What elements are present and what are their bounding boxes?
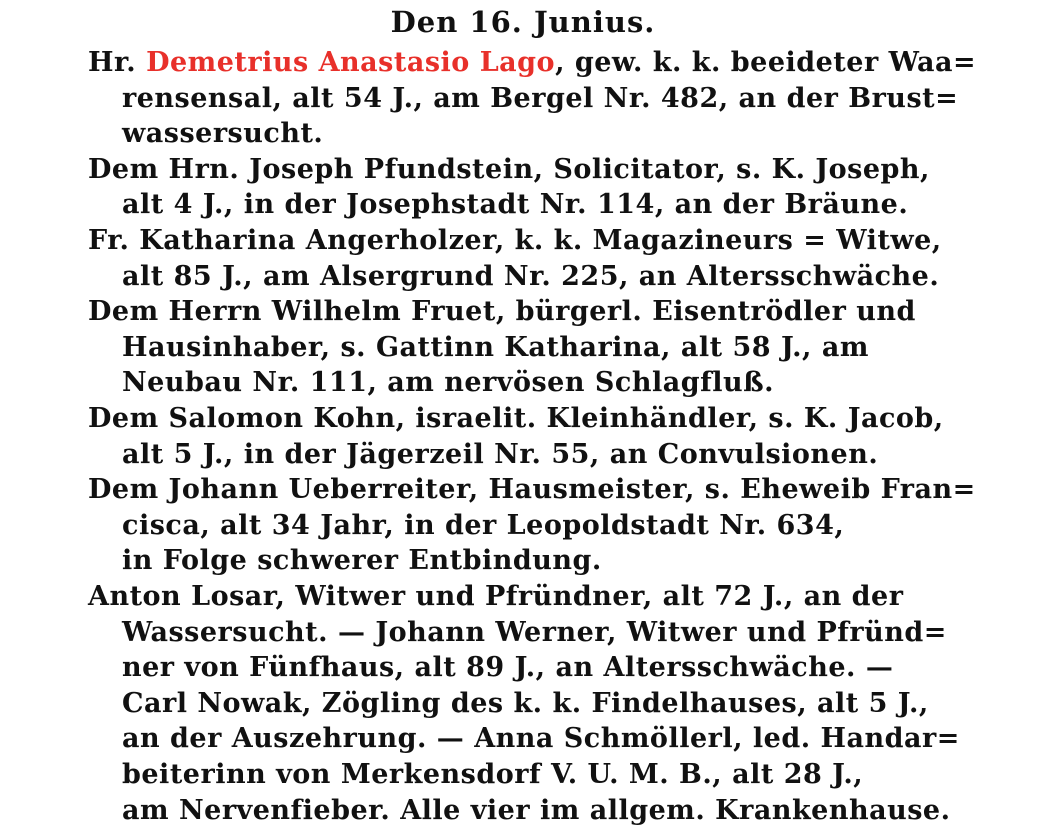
notice-line-first: Dem Herrn Wilhelm Fruet, bürgerl. Eisentrödler und	[88, 296, 916, 328]
notice-line-continuation: Neubau Nr. 111, am nervösen Schlagfluß.	[122, 367, 774, 399]
notice-line-first	[88, 44, 976, 82]
notice-line-continuation: Wassersucht. — Johann Werner, Witwer und Pfründ=	[122, 616, 947, 648]
notice-line-first: Dem Johann Ueberreiter, Hausmeister, s. Eheweib Fran=	[88, 474, 976, 506]
highlighted-name: Demetrius Anastasio Lago	[146, 47, 556, 78]
notice-line-first: Dem Salomon Kohn, israelit. Kleinhändler, s. K. Jacob,	[88, 403, 944, 434]
notice-line-continuation: am Nervenfieber. Alle vier im allgem. Krankenhause.	[122, 794, 951, 826]
notice-line-continuation: cisca, alt 34 Jahr, in der Leopoldstadt Nr. 634,	[122, 509, 845, 541]
notice-text: , gew. k. k. beeideter Waa=	[555, 47, 977, 78]
notice-line-continuation: ner von Fünfhaus, alt 89 J., an Altersschwäche. —	[122, 652, 894, 684]
notice-line-continuation: alt 5 J., in der Jägerzeil Nr. 55, an Convulsionen.	[122, 438, 879, 470]
notice-line-continuation: alt 85 J., am Alsergrund Nr. 225, an Altersschwäche.	[122, 260, 940, 292]
notice-line-continuation: beiterinn von Merkensdorf V. U. M. B., alt 28 J.,	[122, 759, 864, 790]
notice-line-continuation: in Folge schwerer Entbindung.	[122, 545, 602, 577]
notice-line-continuation: Carl Nowak, Zögling des k. k. Findelhauses, alt 5 J.,	[122, 687, 929, 719]
notice-line-first: Dem Hrn. Joseph Pfundstein, Solicitator, s. K. Joseph,	[88, 153, 930, 185]
notice-line-first: Fr. Katharina Angerholzer, k. k. Magazineurs = Witwe,	[88, 225, 942, 256]
notice-line-first: Anton Losar, Witwer und Pfründner, alt 72 J., an der	[88, 581, 904, 612]
notice-text: Hr.	[88, 47, 147, 78]
notice-line-continuation: rensensal, alt 54 J., am Bergel Nr. 482, an der Brust=	[122, 82, 959, 114]
notice-line-continuation: an der Auszehrung. — Anna Schmöllerl, led. Handar=	[122, 723, 960, 755]
notice-line-continuation: wassersucht.	[122, 118, 324, 150]
notice-line-continuation: Hausinhaber, s. Gattinn Katharina, alt 58 J., am	[122, 331, 869, 363]
notice-line-continuation: alt 4 J., in der Josephstadt Nr. 114, an der Bräune.	[122, 189, 909, 221]
date-heading: Den 16. Junius.	[390, 5, 656, 39]
